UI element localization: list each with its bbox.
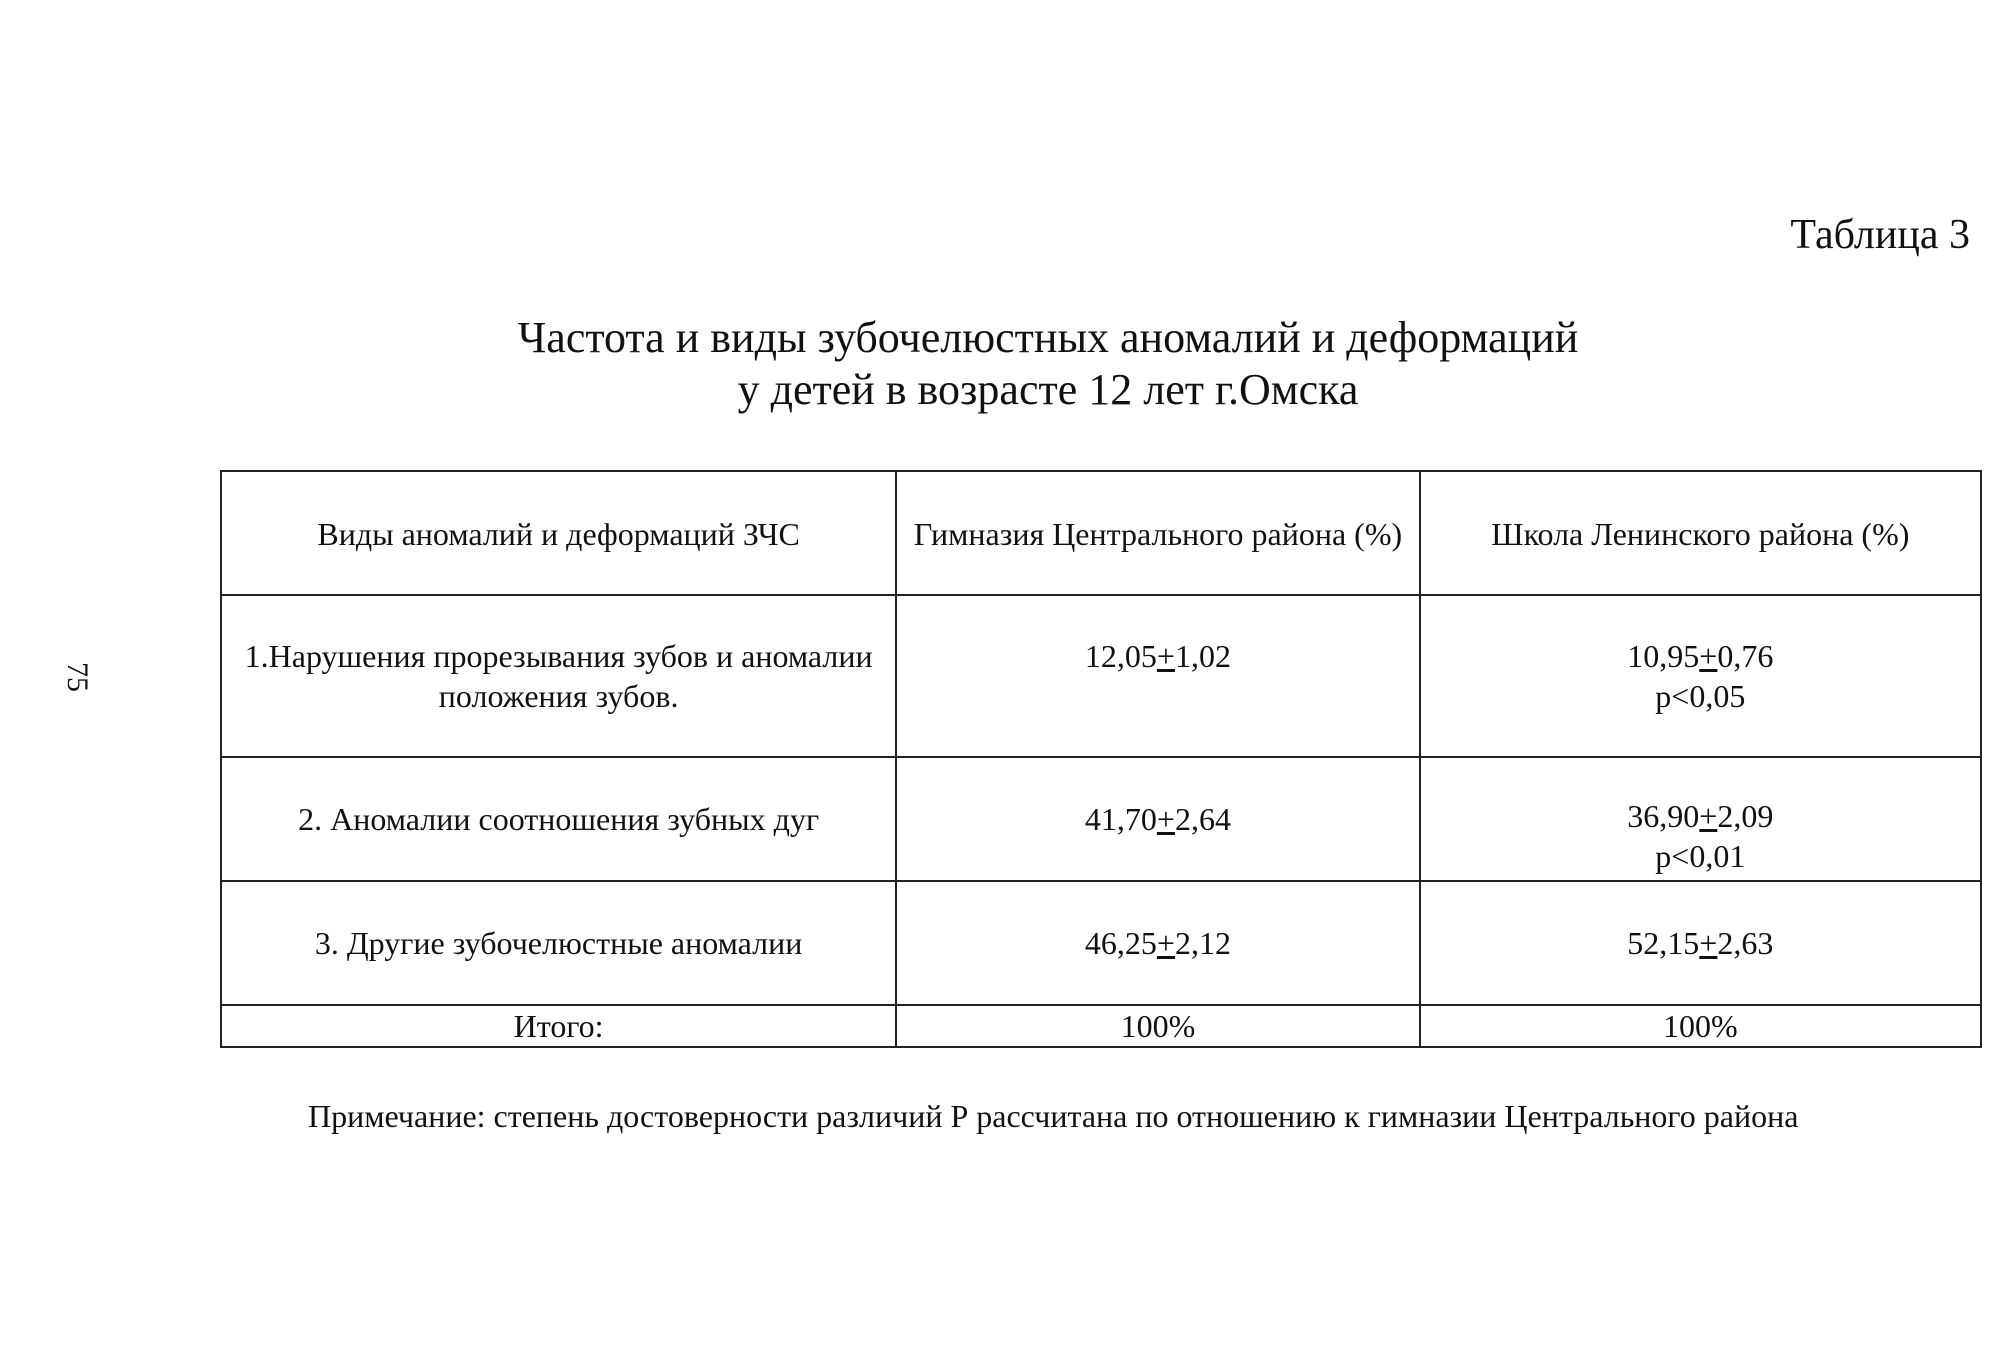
- error-value: 2,63: [1717, 925, 1774, 961]
- table-title-line-2: у детей в возрасте 12 лет г.Омска: [737, 365, 1359, 414]
- anomalies-table: [220, 470, 1982, 1048]
- error-value: 2,64: [1174, 801, 1231, 837]
- total-school: 100%: [1420, 1005, 1981, 1047]
- mean-value: 41,70: [1084, 801, 1157, 837]
- table-total-row: [221, 1005, 1981, 1047]
- gymnasium-value: [896, 757, 1419, 881]
- plus-minus-sign: +: [1699, 798, 1718, 834]
- school-value: [1420, 757, 1981, 881]
- plus-minus-sign: +: [1699, 638, 1718, 674]
- mean-value: 36,90: [1627, 798, 1700, 834]
- table-row: [221, 757, 1981, 881]
- header-gymnasium: Гимназия Центрального района (%): [896, 471, 1419, 595]
- table-note: Примечание: степень достоверности различий Р рассчитана по отношению к гимназии Центрального района: [308, 1098, 1799, 1134]
- plus-minus-sign: +: [1156, 925, 1175, 961]
- plus-minus-sign: +: [1156, 801, 1175, 837]
- plus-minus-sign: +: [1156, 638, 1175, 674]
- table-title-line-1: Частота и виды зубочелюстных аномалий и деформаций: [517, 313, 1579, 362]
- mean-value: 52,15: [1627, 925, 1700, 961]
- gymnasium-value: [896, 881, 1419, 1005]
- table-label: Таблица 3: [1790, 212, 1970, 258]
- p-value: p<0,05: [1655, 678, 1746, 714]
- row-label: 1.Нарушения прорезывания зубов и аномалии положения зубов.: [221, 595, 896, 757]
- error-value: 0,76: [1717, 638, 1774, 674]
- table-title: [0, 312, 2016, 416]
- row-label: 3. Другие зубочелюстные аномалии: [221, 881, 896, 1005]
- school-value: [1420, 595, 1981, 757]
- error-value: 2,12: [1174, 925, 1231, 961]
- plus-minus-sign: +: [1699, 925, 1718, 961]
- mean-value: 46,25: [1084, 925, 1157, 961]
- table-row: [221, 881, 1981, 1005]
- gymnasium-value: [896, 595, 1419, 757]
- mean-value: 12,05: [1084, 638, 1157, 674]
- total-gymnasium: 100%: [896, 1005, 1419, 1047]
- page-number: 75: [61, 662, 94, 692]
- p-value: p<0,01: [1655, 838, 1746, 874]
- table-row: [221, 595, 1981, 757]
- total-label: Итого:: [221, 1005, 896, 1047]
- header-school: Школа Ленинского района (%): [1420, 471, 1981, 595]
- table-header-row: [221, 471, 1981, 595]
- mean-value: 10,95: [1627, 638, 1700, 674]
- error-value: 2,09: [1717, 798, 1774, 834]
- row-label: 2. Аномалии соотношения зубных дуг: [221, 757, 896, 881]
- header-kind: Виды аномалий и деформаций ЗЧС: [221, 471, 896, 595]
- error-value: 1,02: [1174, 638, 1231, 674]
- school-value: [1420, 881, 1981, 1005]
